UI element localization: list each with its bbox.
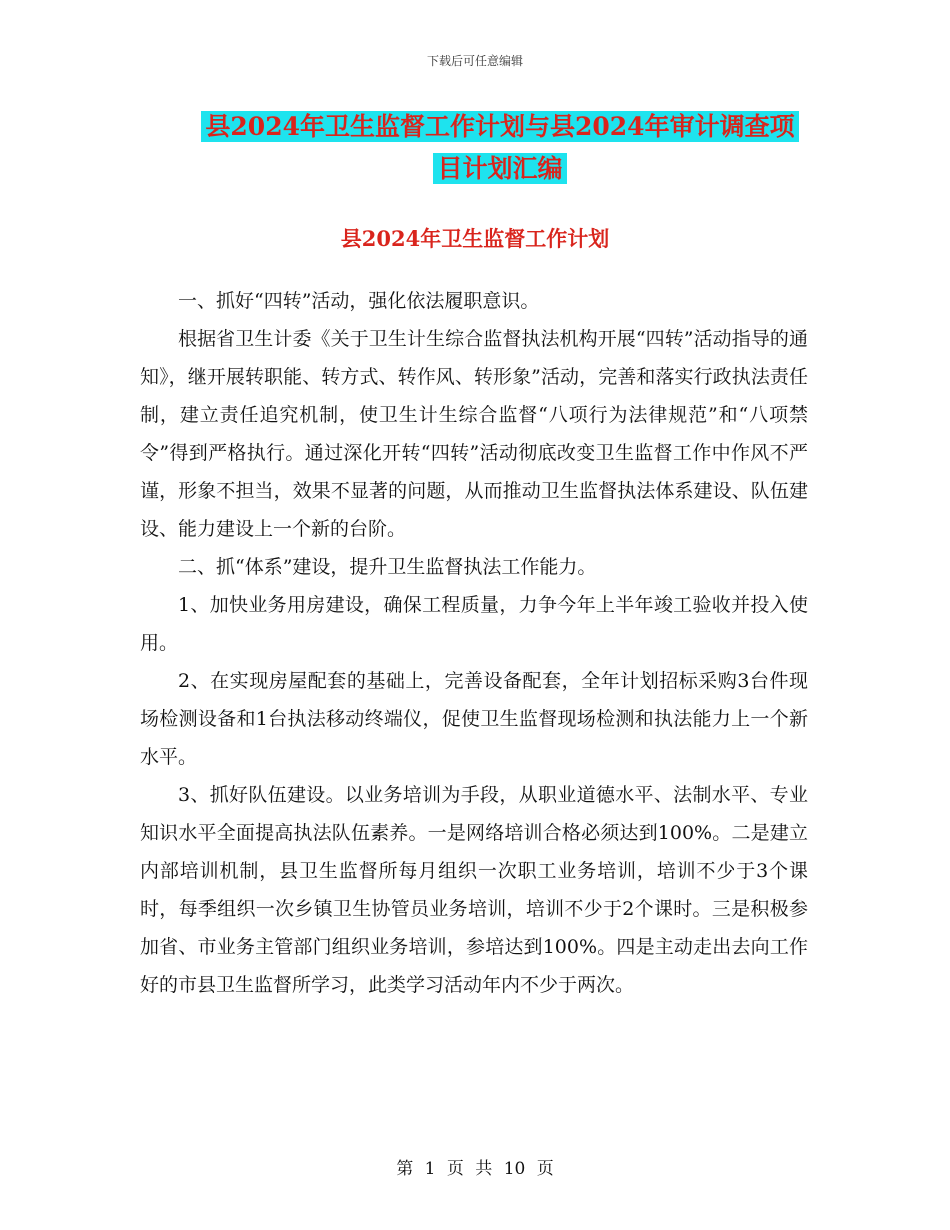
paragraph: 根据省卫生计委《关于卫生计生综合监督执法机构开展“四转”活动指导的通知》，继开展转职能、转方式、转作风、转形象”活动，完善和落实行政执法责任制，建立责任追究机制，使卫生计生综合监督“八项行为法律规范”和“八项禁令”得到严格执行。通过深化开转“四转”活动彻底改变卫生监督工作中作风不严谨，形象不担当，效果不显著的问题，从而推动卫生监督执法体系建设、队伍建设、能力建设上一个新的台阶。 (140, 328, 808, 540)
paragraph: 2、在实现房屋配套的基础上，完善设备配套，全年计划招标采购3台件现场检测设备和1台执法移动终端仪，促使卫生监督现场检测和执法能力上一个新水平。 (140, 670, 808, 768)
header-note: 下载后可任意编辑 (426, 54, 523, 68)
document-body (140, 282, 808, 1004)
paragraph: 3、抓好队伍建设。以业务培训为手段，从职业道德水平、法制水平、专业知识水平全面提高执法队伍素养。一是网络培训合格必须达到100%。二是建立内部培训机制，县卫生监督所每月组织一次职工业务培训，培训不少于3个课时，每季组织一次乡镇卫生协管员业务培训，培训不少于2个课时。三是积极参加省、市业务主管部门组织业务培训，参培达到100%。四是主动走出去向工作好的市县卫生监督所学习，此类学习活动年内不少于两次。 (140, 784, 808, 996)
page-number: 第 1 页 共 10 页 (396, 1159, 554, 1179)
paragraph-heading-1: 一、抓好“四转”活动，强化依法履职意识。 (178, 290, 540, 312)
document-title (190, 106, 810, 190)
section-title: 县2024年卫生监督工作计划 (340, 226, 610, 251)
paragraph: 1、加快业务用房建设，确保工程质量，力争今年上半年竣工验收并投入使用。 (140, 594, 808, 654)
title-line-2: 目计划汇编 (433, 153, 566, 184)
paragraph-heading-2: 二、抓“体系”建设，提升卫生监督执法工作能力。 (178, 556, 597, 578)
title-line-1: 县2024年卫生监督工作计划与县2024年审计调查项 (201, 111, 798, 142)
